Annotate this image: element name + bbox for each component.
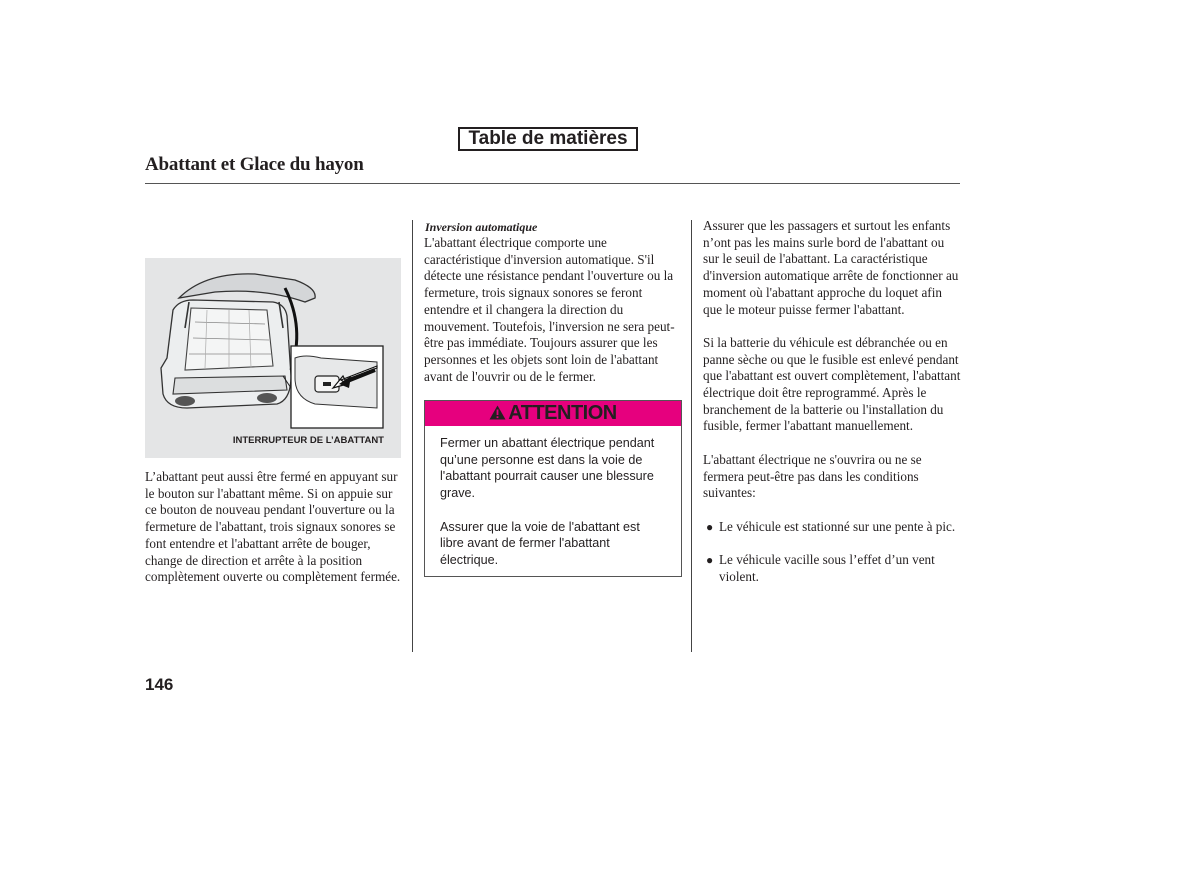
column3-paragraph: Assurer que les passagers et surtout les enfants n’ont pas les mains surle bord de l'abattant ou sur le seuil de l'abattant. La caractéristique d'inversion automatique arrête de fonctionner au moment où l'abattant approche du loquet afin que le moteur puisse fermer l'abattant. (703, 218, 959, 317)
attention-paragraph: Fermer un abattant électrique pendant qu’une personne est dans la voie de l'abattant pourrait causer une blessure grave. (440, 436, 655, 501)
attention-header (425, 401, 681, 426)
vehicle-rear-drawing (145, 258, 401, 458)
subsection-heading: Inversion automatique (425, 220, 538, 234)
list-item (703, 552, 961, 585)
column3-paragraph: Si la batterie du véhicule est débranchée ou en panne sèche ou que le fusible est enlevé pendant que l'abattant est ouvert complètement, l'abattant électrique doit être reprogrammé. Après le branchement de la batterie ou l'installation du fusible, fermer l'abattant manuellement. (703, 334, 961, 434)
bullet-icon: ● (706, 519, 714, 534)
column-divider (412, 220, 413, 652)
conditions-list (703, 519, 961, 586)
column3 (703, 218, 961, 602)
page-title: Abattant et Glace du hayon (145, 154, 364, 175)
list-item-text: Le véhicule est stationné sur une pente à pic. (719, 518, 956, 534)
table-of-contents-button[interactable]: Table de matières (458, 127, 638, 151)
bullet-icon: ● (706, 553, 714, 567)
attention-warning-box (424, 400, 682, 577)
title-divider (145, 183, 960, 184)
attention-title: ATTENTION (508, 402, 617, 424)
list-item (703, 519, 961, 536)
attention-paragraph: Assurer que la voie de l'abattant est libre avant de fermer l'abattant électrique. (440, 519, 640, 567)
warning-triangle-icon (489, 402, 506, 427)
attention-body (425, 426, 681, 569)
tailgate-switch-illustration (145, 258, 401, 458)
column3-paragraph: L'abattant électrique ne s'ouvrira ou ne se fermera peut-être pas dans les conditions suivantes: (703, 451, 922, 501)
column2-paragraph: L'abattant électrique comporte une caractéristique d'inversion automatique. S'il détecte une résistance pendant l'ouverture ou la fermeture, trois signaux sonores se feront entendre et il changera la direction du mouvement. Toutefois, l'inversion ne sera peut-être pas immédiate. Toujours assurer que les personnes et les objets sont loin de l'abattant avant de l'ouvrir ou de le fermer. (424, 235, 675, 384)
list-item-text: Le véhicule vacille sous l’effet d’un vent violent. (719, 552, 935, 584)
column1-paragraph: L’abattant peut aussi être fermé en appuyant sur le bouton sur l'abattant même. Si on appuie sur ce bouton de nouveau pendant l'ouverture ou la fermeture de l'abattant, trois signaux sonores se font entendre et l'abattant arrête de bouger, change de direction et arrête à la position complètement ouverte ou complètement fermée. (145, 469, 401, 585)
column-divider (691, 220, 692, 652)
figure-caption: INTERRUPTEUR DE L’ABATTANT (232, 435, 384, 446)
page-number: 146 (145, 675, 174, 694)
